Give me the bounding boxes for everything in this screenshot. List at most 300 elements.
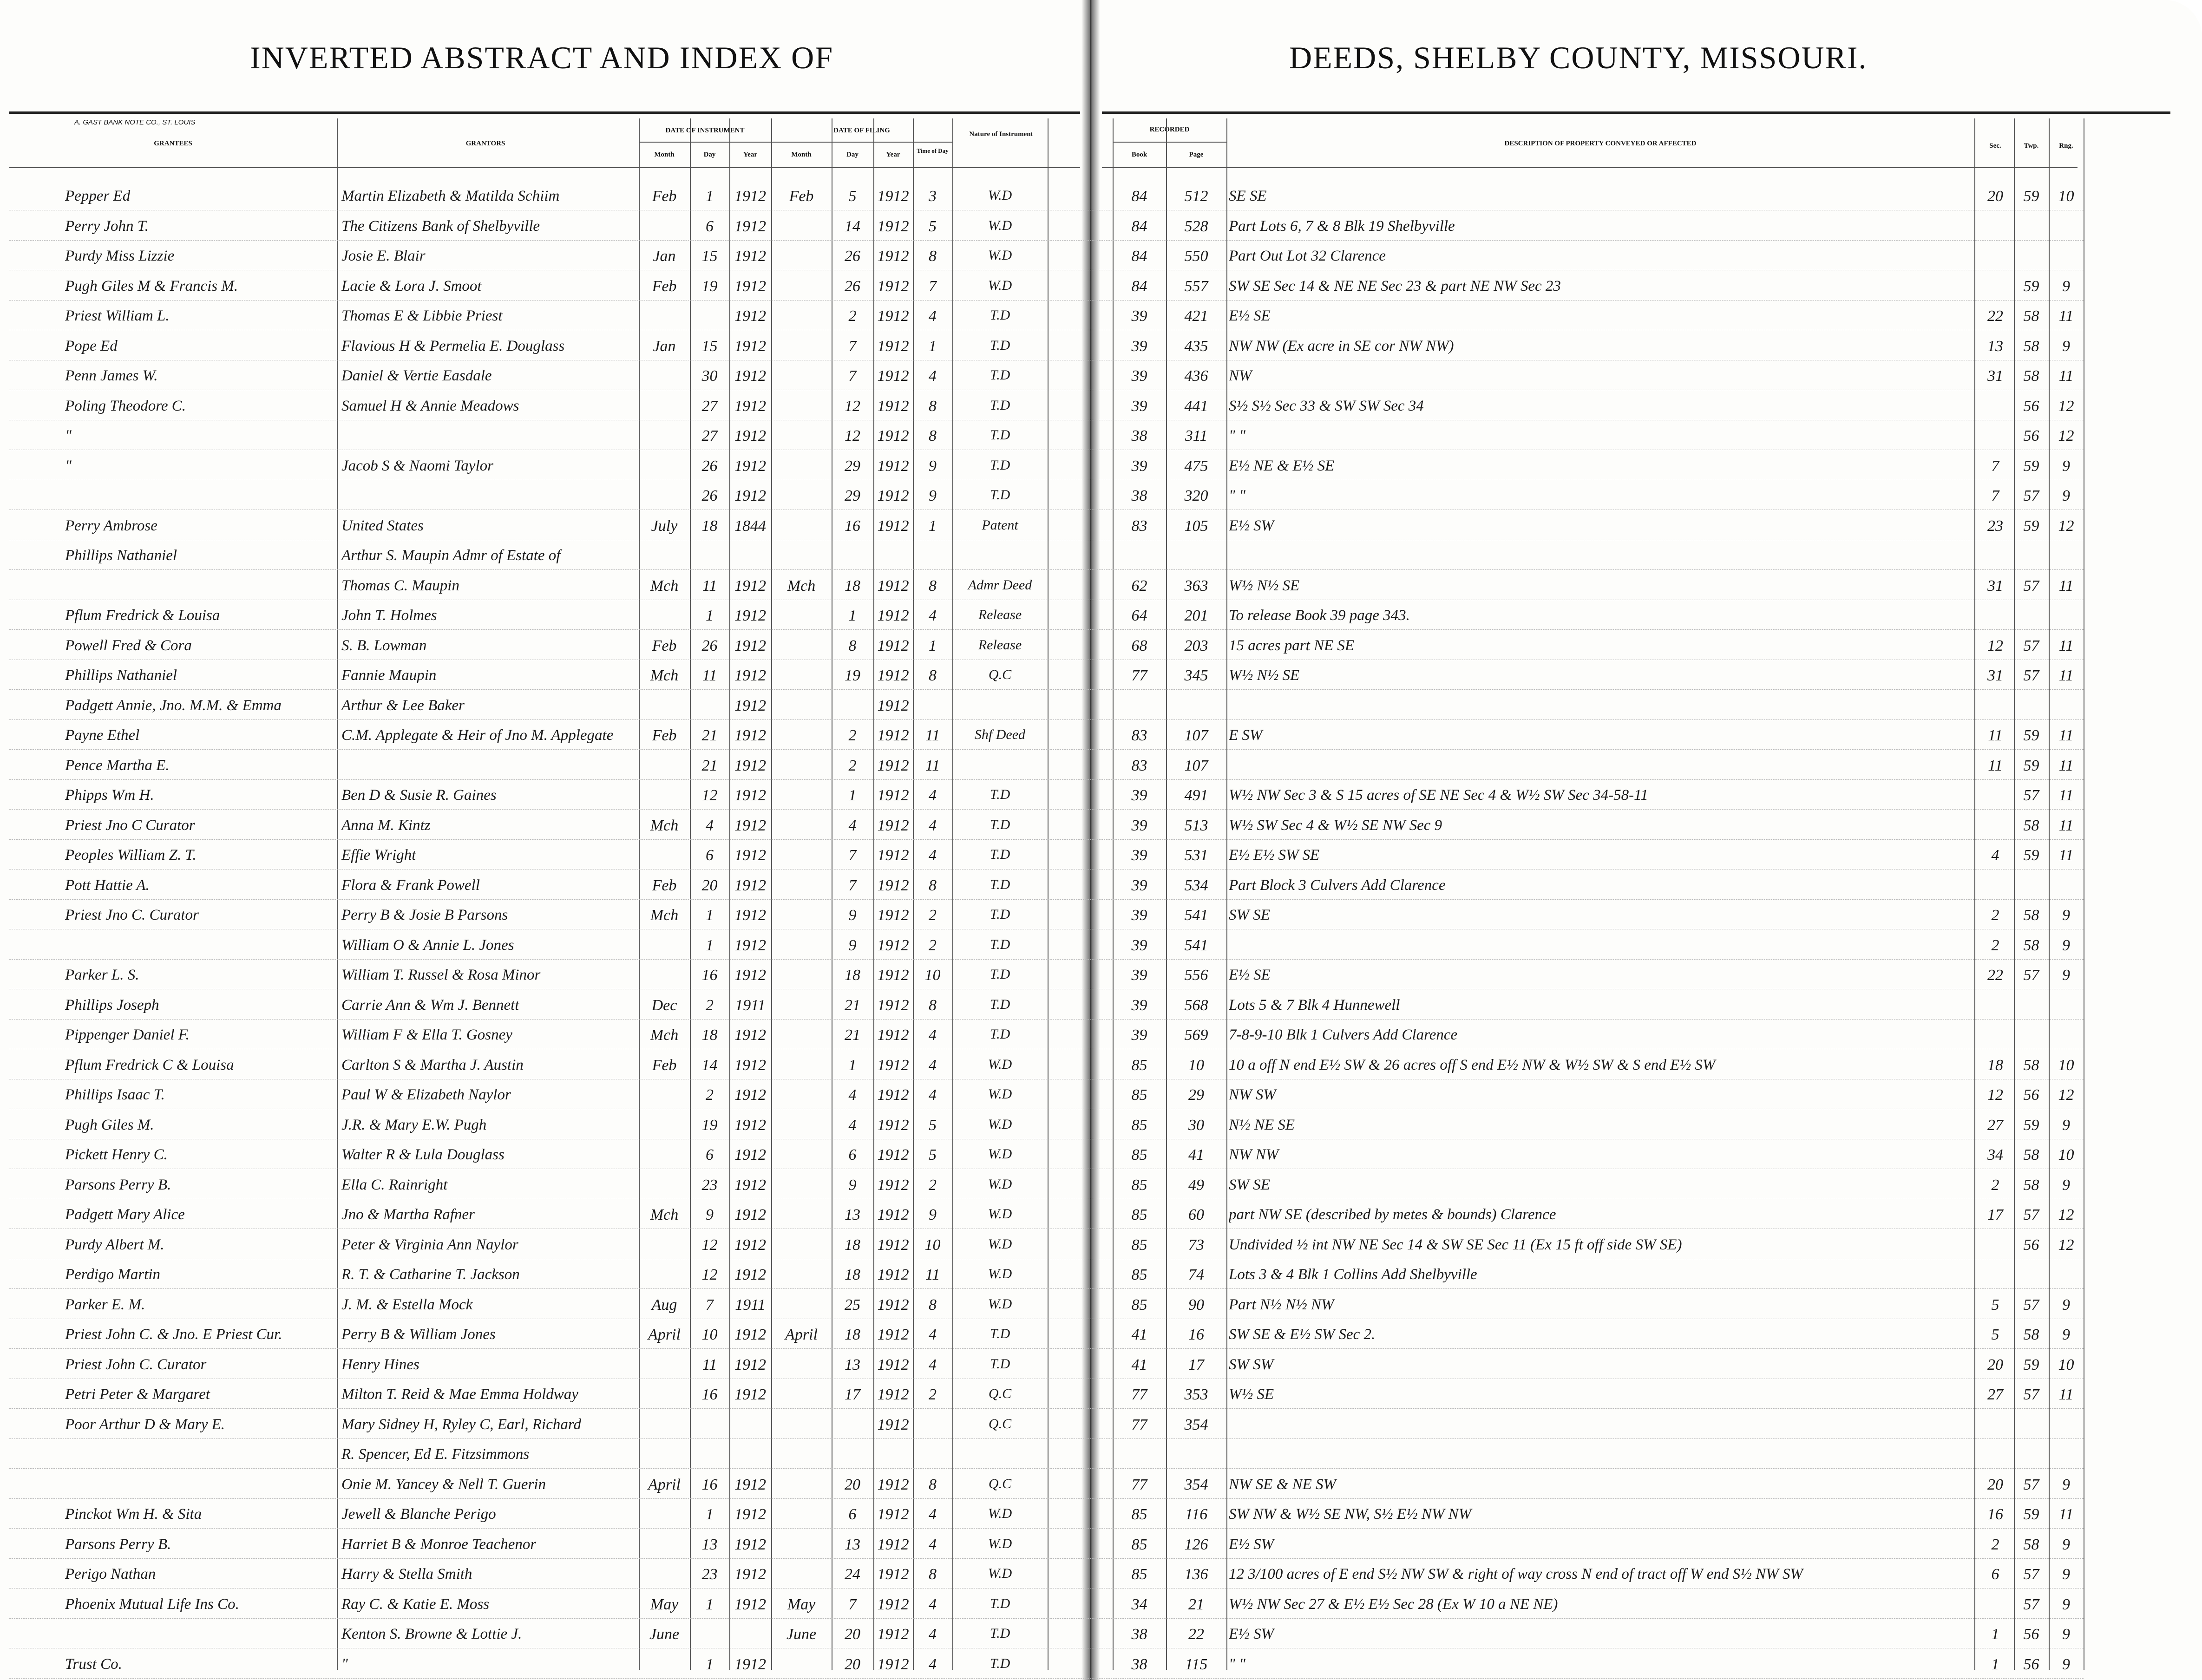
cell-grantor: Jacob S & Naomi Taylor: [341, 458, 493, 474]
cell-twp: [2014, 997, 2049, 1017]
table-row: [0, 277, 2202, 300]
cell-grantor: Perry B & William Jones: [341, 1326, 496, 1343]
cell-book: 38: [1131, 487, 1147, 504]
cell-fy: 1912: [877, 367, 909, 385]
cell-nat: Release: [978, 637, 1022, 653]
cell-iy: 1912: [734, 367, 766, 385]
cell-fm: [771, 667, 832, 687]
cell-page: 550: [1184, 248, 1208, 265]
cell-nat: W.D: [988, 1236, 1012, 1252]
row-rule: [9, 1528, 2084, 1529]
cell-iy: 1912: [734, 1596, 766, 1613]
cell-page: 568: [1184, 997, 1208, 1014]
cell-id: 18: [701, 1026, 718, 1044]
cell-im: [639, 1386, 690, 1406]
cell-id: 12: [701, 1266, 718, 1283]
cell-nat: T.D: [990, 1626, 1010, 1641]
cell-twp: 57: [2023, 1386, 2039, 1403]
cell-t: 10: [924, 1236, 941, 1254]
cell-book: 39: [1131, 458, 1147, 475]
cell-id: 15: [701, 248, 718, 265]
cell-grantor: [341, 487, 634, 508]
cell-fy: 1912: [877, 847, 909, 864]
cell-nat: T.D: [990, 307, 1010, 323]
cell-desc: E½ NE & E½ SE: [1229, 458, 1335, 474]
cell-fd: 1: [848, 1057, 857, 1074]
cell-t: 5: [929, 1117, 937, 1134]
cell-nat: Release: [978, 607, 1022, 622]
cell-grantee: Pugh Giles M & Francis M.: [65, 278, 238, 294]
row-rule: [9, 1558, 2084, 1559]
cell-grantor: R. Spencer, Ed E. Fitzsimmons: [341, 1446, 530, 1463]
cell-id: 30: [701, 367, 718, 385]
cell-fm: April: [785, 1326, 818, 1343]
cell-desc: [1229, 697, 1974, 718]
cell-page: 534: [1184, 877, 1208, 894]
cell-fy: 1912: [877, 278, 909, 295]
cell-grantee: Poling Theodore C.: [65, 398, 186, 414]
cell-fd: 26: [845, 278, 860, 295]
cell-grantor: R. T. & Catharine T. Jackson: [341, 1266, 520, 1283]
cell-id: 16: [701, 967, 718, 984]
cell-nat: Q.C: [988, 1416, 1012, 1432]
cell-t: [913, 547, 952, 568]
cell-fm: Mch: [787, 577, 816, 595]
cell-page: 354: [1184, 1416, 1208, 1433]
cell-nat: W.D: [988, 218, 1012, 233]
cell-im: [639, 547, 690, 568]
cell-fm: [771, 1446, 832, 1466]
cell-iy: 1912: [734, 1656, 766, 1673]
cell-page: 363: [1184, 577, 1208, 595]
cell-t: 4: [929, 787, 937, 804]
cell-grantee: Phillips Isaac T.: [65, 1086, 165, 1103]
cell-fm: [771, 1356, 832, 1377]
cell-fm: [771, 458, 832, 478]
cell-t: [913, 1446, 952, 1466]
cell-desc: W½ SE: [1229, 1386, 1274, 1403]
cell-sec: 20: [1987, 1476, 2003, 1493]
cell-twp: [2014, 1446, 2049, 1466]
cell-book: 85: [1131, 1236, 1147, 1254]
cell-book: 39: [1131, 398, 1147, 415]
cell-im: Feb: [652, 278, 677, 295]
cell-grantor: Samuel H & Annie Meadows: [341, 398, 519, 414]
cell-sec: 1: [1991, 1626, 1999, 1643]
cell-nat: W.D: [988, 1296, 1012, 1312]
cell-id: [690, 307, 729, 328]
cell-id: 15: [701, 338, 718, 355]
cell-im: Feb: [652, 727, 677, 744]
cell-grantor: Kenton S. Browne & Lottie J.: [341, 1626, 522, 1642]
cell-sec: 5: [1991, 1296, 1999, 1314]
cell-iy: 1912: [734, 727, 766, 744]
cell-sec: [1977, 278, 2014, 298]
cell-book: 39: [1131, 787, 1147, 804]
cell-grantee: [65, 937, 332, 957]
cell-rng: 11: [2058, 1386, 2074, 1403]
cell-twp: 56: [2023, 1236, 2039, 1254]
row-rule: [9, 689, 2084, 690]
row-rule: [9, 240, 2084, 241]
cell-t: 1: [929, 637, 937, 654]
cell-book: 39: [1131, 367, 1147, 385]
cell-id: 1: [706, 1506, 714, 1523]
cell-id: 1: [706, 1596, 714, 1613]
cell-fd: 7: [848, 1596, 857, 1613]
top-rule-left: [9, 111, 1080, 114]
cell-im: April: [648, 1326, 681, 1343]
cell-book: 39: [1131, 967, 1147, 984]
cell-t: 8: [929, 398, 937, 415]
cell-page: 541: [1184, 937, 1208, 954]
cell-twp: 58: [2023, 1057, 2039, 1074]
cell-fm: [771, 367, 832, 388]
cell-fy: 1912: [877, 997, 909, 1014]
cell-rng: [2049, 248, 2084, 268]
cell-grantor: Henry Hines: [341, 1356, 419, 1373]
cell-iy: 1912: [734, 967, 766, 984]
cell-grantor: Martin Elizabeth & Matilda Schiim: [341, 188, 560, 204]
cell-grantor: [341, 427, 634, 448]
cell-rng: 11: [2058, 577, 2074, 595]
cell-book: [1113, 547, 1166, 568]
cell-desc: [1229, 547, 1974, 568]
cell-grantor: Carrie Ann & Wm J. Bennett: [341, 997, 519, 1013]
cell-iy: 1912: [734, 907, 766, 924]
cell-nat: W.D: [988, 1206, 1012, 1222]
cell-nat: Admr Deed: [968, 577, 1032, 593]
table-row: [0, 1565, 2202, 1588]
cell-page: [1166, 697, 1226, 718]
cell-fd: [832, 1446, 873, 1466]
cell-sec: 12: [1987, 637, 2003, 654]
cell-rng: 10: [2058, 1356, 2074, 1373]
cell-sec: 7: [1991, 458, 1999, 475]
cell-book: 39: [1131, 937, 1147, 954]
cell-fy: 1912: [877, 307, 909, 325]
cell-nat: T.D: [990, 847, 1010, 862]
cell-page: 531: [1184, 847, 1208, 864]
cell-book: 85: [1131, 1206, 1147, 1223]
cell-fy: 1912: [877, 1626, 909, 1643]
cell-fy: 1912: [877, 577, 909, 595]
cell-im: [639, 937, 690, 957]
cell-im: Mch: [650, 1026, 679, 1044]
cell-book: 84: [1131, 278, 1147, 295]
cell-rng: 10: [2058, 1057, 2074, 1074]
cell-fd: 18: [845, 1326, 860, 1343]
cell-fd: 20: [845, 1626, 860, 1643]
cell-id: 2: [706, 997, 714, 1014]
cell-nat: W.D: [988, 248, 1012, 263]
cell-twp: 56: [2023, 427, 2039, 445]
cell-fy: 1912: [877, 1566, 909, 1583]
table-row: [0, 1595, 2202, 1618]
cell-fy: 1912: [877, 667, 909, 684]
cell-fy: 1912: [877, 1146, 909, 1164]
cell-grantee: Padgett Mary Alice: [65, 1206, 185, 1223]
cell-twp: 57: [2023, 637, 2039, 654]
cell-grantor: William O & Annie L. Jones: [341, 937, 514, 954]
table-row: [0, 1415, 2202, 1438]
cell-twp: 59: [2023, 847, 2039, 864]
cell-fm: [771, 1117, 832, 1137]
cell-iy: [729, 547, 771, 568]
cell-iy: [729, 1416, 771, 1437]
cell-im: June: [649, 1626, 680, 1643]
cell-rng: [2049, 1446, 2084, 1466]
cell-im: Mch: [650, 907, 679, 924]
cell-im: April: [648, 1476, 681, 1493]
cell-page: 74: [1188, 1266, 1204, 1283]
cell-fd: 29: [845, 487, 860, 504]
cell-fd: 7: [848, 877, 857, 894]
cell-fm: June: [786, 1626, 817, 1643]
cell-grantor: William T. Russel & Rosa Minor: [341, 967, 541, 983]
cell-id: 11: [702, 1356, 717, 1373]
cell-iy: [729, 1446, 771, 1466]
cell-im: [639, 1416, 690, 1437]
cell-grantee: Powell Fred & Cora: [65, 637, 192, 654]
cell-fm: [771, 607, 832, 628]
cell-grantor: ": [341, 1656, 348, 1673]
cell-t: 4: [929, 307, 937, 325]
cell-grantor: Arthur & Lee Baker: [341, 697, 465, 714]
cell-desc: SW SE & E½ SW Sec 2.: [1229, 1326, 1376, 1343]
cell-fm: Feb: [789, 188, 814, 205]
cell-iy: 1912: [734, 697, 766, 714]
table-row: [0, 486, 2202, 510]
cell-rng: 11: [2058, 1506, 2074, 1523]
cell-page: 136: [1184, 1566, 1208, 1583]
cell-twp: 57: [2023, 1596, 2039, 1613]
cell-iy: 1912: [734, 1086, 766, 1104]
table-row: [0, 546, 2202, 569]
cell-grantor: United States: [341, 517, 424, 534]
cell-desc: SW NW & W½ SE NW, S½ E½ NW NW: [1229, 1506, 1472, 1523]
cell-twp: 58: [2023, 1177, 2039, 1194]
cell-book: 39: [1131, 817, 1147, 834]
cell-rng: 9: [2062, 937, 2070, 954]
cell-fm: [771, 1536, 832, 1556]
cell-fy: [873, 1446, 913, 1466]
cell-fd: 1: [848, 787, 857, 804]
cell-grantor: Daniel & Vertie Easdale: [341, 367, 492, 384]
cell-im: Mch: [650, 577, 679, 595]
cell-fm: [771, 787, 832, 807]
cell-id: 26: [701, 637, 718, 654]
cell-grantee: Parsons Perry B.: [65, 1177, 171, 1193]
cell-im: Feb: [652, 188, 677, 205]
cell-fd: [832, 547, 873, 568]
cell-fy: 1912: [877, 727, 909, 744]
cell-grantor: Carlton S & Martha J. Austin: [341, 1057, 524, 1073]
cell-grantor: S. B. Lowman: [341, 637, 427, 654]
cell-book: 39: [1131, 338, 1147, 355]
cell-page: 73: [1188, 1236, 1204, 1254]
cell-grantee: Phillips Nathaniel: [65, 547, 177, 564]
cell-t: 3: [929, 188, 937, 205]
cell-book: 64: [1131, 607, 1147, 624]
cell-iy: 1912: [734, 218, 766, 235]
cell-id: 12: [701, 1236, 718, 1254]
cell-iy: 1912: [734, 188, 766, 205]
cell-rng: 9: [2062, 338, 2070, 355]
cell-fy: 1912: [877, 1506, 909, 1523]
cell-rng: [2049, 697, 2084, 718]
cell-book: 84: [1131, 218, 1147, 235]
row-rule: [9, 719, 2084, 720]
cell-iy: 1844: [734, 517, 766, 535]
cell-nat: T.D: [990, 937, 1010, 952]
cell-page: 435: [1184, 338, 1208, 355]
cell-t: 8: [929, 667, 937, 684]
cell-fm: [771, 997, 832, 1017]
table-row: [0, 636, 2202, 660]
cell-book: 39: [1131, 1026, 1147, 1044]
cell-desc: 7-8-9-10 Blk 1 Culvers Add Clarence: [1229, 1026, 1458, 1043]
table-row: [0, 366, 2202, 390]
cell-sec: [1977, 398, 2014, 418]
cell-fy: 1912: [877, 517, 909, 535]
cell-iy: 1912: [734, 787, 766, 804]
cell-desc: S½ S½ Sec 33 & SW SW Sec 34: [1229, 398, 1424, 414]
cell-id: 11: [702, 667, 717, 684]
cell-im: [639, 1086, 690, 1107]
cell-im: [639, 367, 690, 388]
cell-t: 4: [929, 1326, 937, 1343]
cell-fd: 19: [845, 667, 860, 684]
cell-rng: 10: [2058, 1146, 2074, 1164]
table-row: [0, 1625, 2202, 1648]
table-row: [0, 1325, 2202, 1348]
table-row: [0, 696, 2202, 719]
cell-fy: 1912: [877, 1536, 909, 1553]
cell-fy: 1912: [877, 817, 909, 834]
header-bottom-rule-left: [9, 167, 1080, 168]
cell-t: 4: [929, 1026, 937, 1044]
cell-fy: 1912: [877, 697, 909, 714]
cell-book: 41: [1131, 1326, 1147, 1343]
cell-im: [639, 697, 690, 718]
cell-fm: [771, 847, 832, 867]
cell-sec: 11: [1988, 727, 2003, 744]
cell-fy: 1912: [877, 1356, 909, 1373]
cell-book: 83: [1131, 727, 1147, 744]
cell-fm: [771, 1656, 832, 1676]
cell-iy: 1912: [734, 427, 766, 445]
table-row: [0, 247, 2202, 270]
cell-fy: 1912: [877, 188, 909, 205]
cell-twp: [2014, 547, 2049, 568]
cell-fd: 7: [848, 338, 857, 355]
cell-grantor: Onie M. Yancey & Nell T. Guerin: [341, 1476, 546, 1493]
row-rule: [9, 629, 2084, 630]
cell-sec: 20: [1987, 1356, 2003, 1373]
cell-iy: 1912: [734, 307, 766, 325]
cell-sec: 31: [1987, 667, 2003, 684]
cell-im: [639, 1236, 690, 1257]
cell-twp: 57: [2023, 577, 2039, 595]
cell-grantor: Thomas E & Libbie Priest: [341, 307, 503, 324]
cell-id: [690, 1416, 729, 1437]
cell-sec: [1977, 218, 2014, 238]
table-row: [0, 996, 2202, 1019]
cell-desc: W½ N½ SE: [1229, 577, 1300, 594]
cell-fd: 20: [845, 1476, 860, 1493]
cell-t: 8: [929, 997, 937, 1014]
cell-fm: [771, 877, 832, 897]
cell-id: 23: [701, 1177, 718, 1194]
cell-book: [1113, 1446, 1166, 1466]
cell-twp: 57: [2023, 1206, 2039, 1223]
cell-desc: E SW: [1229, 727, 1263, 744]
cell-twp: 57: [2023, 967, 2039, 984]
cell-im: Feb: [652, 1057, 677, 1074]
cell-rng: 9: [2062, 487, 2070, 504]
cell-sec: [1977, 1026, 2014, 1047]
cell-t: 2: [929, 1177, 937, 1194]
cell-t: 4: [929, 1536, 937, 1553]
cell-im: [639, 967, 690, 987]
cell-t: 4: [929, 817, 937, 834]
cell-book: 38: [1131, 1626, 1147, 1643]
cell-id: [690, 1446, 729, 1466]
cell-t: 9: [929, 1206, 937, 1223]
cell-fd: [832, 697, 873, 718]
cell-page: 126: [1184, 1536, 1208, 1553]
cell-fd: 9: [848, 937, 857, 954]
cell-grantee: Pott Hattie A.: [65, 877, 150, 894]
header-description: DESCRIPTION OF PROPERTY CONVEYED OR AFFECTED: [1504, 140, 1697, 147]
cell-id: 1: [706, 607, 714, 624]
cell-fd: 18: [845, 577, 860, 595]
cell-fd: 12: [845, 398, 860, 415]
cell-fy: 1912: [877, 607, 909, 624]
cell-id: 16: [701, 1386, 718, 1403]
cell-sec: 16: [1987, 1506, 2003, 1523]
cell-page: 22: [1188, 1626, 1204, 1643]
cell-desc: 15 acres part NE SE: [1229, 637, 1355, 654]
row-rule: [9, 569, 2084, 570]
cell-page: 541: [1184, 907, 1208, 924]
cell-t: 8: [929, 248, 937, 265]
cell-id: 27: [701, 398, 718, 415]
row-rule: [9, 1019, 2084, 1020]
header-instr-year: Year: [743, 151, 757, 158]
cell-book: 83: [1131, 517, 1147, 535]
cell-im: [639, 458, 690, 478]
cell-nat: W.D: [988, 1506, 1012, 1521]
cell-book: 39: [1131, 907, 1147, 924]
cell-sec: 6: [1991, 1566, 1999, 1583]
cell-page: 436: [1184, 367, 1208, 385]
table-row: [0, 187, 2202, 210]
cell-desc: SW SE Sec 14 & NE NE Sec 23 & part NE NW Sec 23: [1229, 278, 1561, 294]
cell-twp: 58: [2023, 817, 2039, 834]
cell-iy: 1912: [734, 637, 766, 654]
table-row: [0, 906, 2202, 929]
cell-grantee: Perry Ambrose: [65, 517, 157, 534]
cell-im: Feb: [652, 637, 677, 654]
cell-grantee: Priest Jno C Curator: [65, 817, 195, 834]
cell-sec: 22: [1987, 307, 2003, 325]
cell-book: 62: [1131, 577, 1147, 595]
cell-grantee: Priest John C. & Jno. E Priest Cur.: [65, 1326, 282, 1343]
cell-fd: 2: [848, 307, 857, 325]
cell-t: 1: [929, 517, 937, 535]
